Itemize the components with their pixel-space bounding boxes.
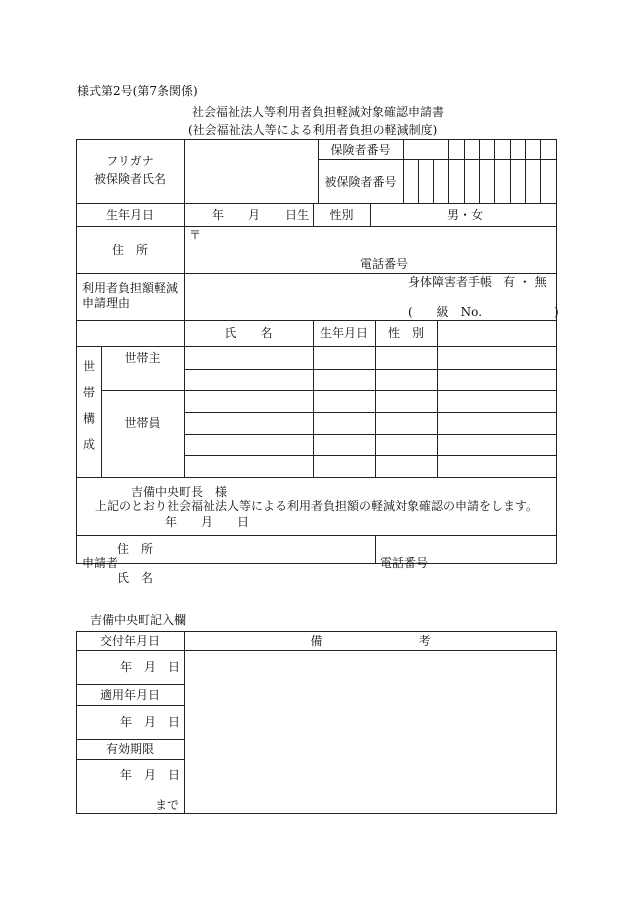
valid-until-value[interactable]: 年 月 日 <box>120 768 181 782</box>
declaration-statement: 上記のとおり社会福祉法人等による利用者負担額の軽減対象確認の申請をします。 <box>95 499 539 513</box>
sex-label: 性別 <box>329 207 354 222</box>
disability-options[interactable]: 有 ・ 無 <box>503 275 547 289</box>
applicant-label: 申請者 <box>82 556 119 570</box>
office-section-title: 吉備中央町記入欄 <box>90 613 187 627</box>
insured-name-field[interactable] <box>185 162 317 202</box>
furigana-label: フリガナ <box>106 154 154 168</box>
reason-label-line1: 利用者負担額軽減 <box>82 281 179 295</box>
address-label: 住 所 <box>111 242 148 257</box>
reason-field[interactable] <box>185 274 385 319</box>
apply-date-value[interactable]: 年 月 日 <box>120 715 181 729</box>
insured-number-label: 被保険者番号 <box>324 174 397 189</box>
apply-date-label: 適用年月日 <box>99 687 160 702</box>
insurer-number-label: 保険者番号 <box>330 142 391 157</box>
household-sex-header: 性 別 <box>387 326 424 340</box>
form-number: 様式第2号(第7条関係) <box>77 84 198 98</box>
insured-number-boxes[interactable] <box>404 160 556 202</box>
birth-year-unit: 年 <box>211 207 224 222</box>
valid-until-suffix: まで <box>155 798 180 812</box>
insured-name-label: 被保険者氏名 <box>93 172 166 186</box>
insurer-number-boxes[interactable] <box>449 140 556 158</box>
sex-options[interactable]: 男・女 <box>446 207 483 222</box>
valid-until-label: 有効期限 <box>105 742 154 756</box>
disability-label: 身体障害者手帳 <box>408 275 493 289</box>
household-section-label: 世帯構成 <box>81 359 96 464</box>
household-head-label: 世帯主 <box>124 350 161 365</box>
remarks-header: 備 考 <box>310 633 431 648</box>
household-member-label: 世帯員 <box>124 416 161 430</box>
postal-mark: 〒 <box>189 228 202 242</box>
address-phone-label: 電話番号 <box>360 257 409 271</box>
issue-date-label: 交付年月日 <box>99 633 160 648</box>
disability-grade[interactable]: ( 級 No. ) <box>408 305 559 319</box>
household-name-header: 氏 名 <box>224 326 273 340</box>
furigana-field[interactable] <box>185 140 317 160</box>
birth-month-unit: 月 <box>247 207 260 222</box>
birth-day-unit: 日生 <box>284 207 309 222</box>
form-subtitle: (社会福祉法人等による利用者負担の軽減制度) <box>188 123 438 137</box>
applicant-name-label: 氏 名 <box>117 571 154 585</box>
applicant-address-label: 住 所 <box>117 542 154 556</box>
form-title: 社会福祉法人等利用者負担軽減対象確認申請書 <box>192 105 445 119</box>
applicant-field[interactable] <box>160 536 374 563</box>
reason-label-line2: 申請理由 <box>82 296 131 310</box>
household-birthdate-header: 生年月日 <box>319 326 368 340</box>
applicant-phone-label: 電話番号 <box>380 556 429 570</box>
addressee: 吉備中央町長 様 <box>131 485 228 499</box>
issue-date-value[interactable]: 年 月 日 <box>120 660 181 674</box>
declaration-date[interactable]: 年 月 日 <box>165 515 250 529</box>
remarks-field[interactable] <box>185 651 556 813</box>
birthdate-label: 生年月日 <box>105 207 154 222</box>
